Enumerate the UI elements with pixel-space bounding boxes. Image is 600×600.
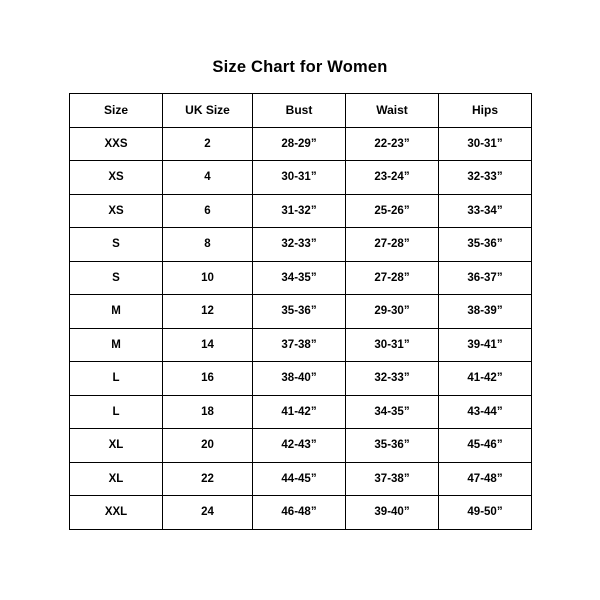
cell-bust: 41-42” bbox=[253, 395, 346, 429]
page-title: Size Chart for Women bbox=[212, 58, 388, 76]
size-chart-table bbox=[69, 93, 532, 530]
column-header-size: Size bbox=[70, 94, 163, 128]
cell-bust: 44-45” bbox=[253, 462, 346, 496]
column-header-hips: Hips bbox=[439, 94, 532, 128]
table-body bbox=[70, 127, 532, 529]
cell-bust: 28-29” bbox=[253, 127, 346, 161]
size-chart-table-container bbox=[69, 93, 531, 530]
cell-size: L bbox=[70, 362, 163, 396]
cell-uk: 10 bbox=[163, 261, 253, 295]
cell-hips: 47-48” bbox=[439, 462, 532, 496]
cell-waist: 29-30” bbox=[346, 295, 439, 329]
cell-uk: 12 bbox=[163, 295, 253, 329]
cell-hips: 36-37” bbox=[439, 261, 532, 295]
cell-uk: 24 bbox=[163, 496, 253, 530]
table-row bbox=[70, 194, 532, 228]
cell-size: S bbox=[70, 261, 163, 295]
cell-bust: 32-33” bbox=[253, 228, 346, 262]
table-header-row bbox=[70, 94, 532, 128]
table-row bbox=[70, 429, 532, 463]
cell-size: M bbox=[70, 328, 163, 362]
table-row bbox=[70, 462, 532, 496]
cell-uk: 14 bbox=[163, 328, 253, 362]
column-header-bust: Bust bbox=[253, 94, 346, 128]
cell-bust: 37-38” bbox=[253, 328, 346, 362]
cell-uk: 22 bbox=[163, 462, 253, 496]
table-row bbox=[70, 395, 532, 429]
cell-uk: 18 bbox=[163, 395, 253, 429]
column-header-uk-size: UK Size bbox=[163, 94, 253, 128]
cell-hips: 49-50” bbox=[439, 496, 532, 530]
cell-bust: 42-43” bbox=[253, 429, 346, 463]
cell-waist: 34-35” bbox=[346, 395, 439, 429]
column-header-waist: Waist bbox=[346, 94, 439, 128]
cell-waist: 25-26” bbox=[346, 194, 439, 228]
table-row bbox=[70, 161, 532, 195]
cell-size: M bbox=[70, 295, 163, 329]
cell-uk: 4 bbox=[163, 161, 253, 195]
cell-size: XS bbox=[70, 161, 163, 195]
cell-bust: 30-31” bbox=[253, 161, 346, 195]
cell-hips: 45-46” bbox=[439, 429, 532, 463]
cell-bust: 38-40” bbox=[253, 362, 346, 396]
cell-hips: 39-41” bbox=[439, 328, 532, 362]
cell-size: XL bbox=[70, 462, 163, 496]
table-row bbox=[70, 295, 532, 329]
cell-size: S bbox=[70, 228, 163, 262]
table-row bbox=[70, 362, 532, 396]
cell-hips: 41-42” bbox=[439, 362, 532, 396]
cell-hips: 32-33” bbox=[439, 161, 532, 195]
cell-uk: 6 bbox=[163, 194, 253, 228]
table-row bbox=[70, 228, 532, 262]
cell-waist: 39-40” bbox=[346, 496, 439, 530]
cell-size: XXL bbox=[70, 496, 163, 530]
cell-size: XS bbox=[70, 194, 163, 228]
cell-uk: 8 bbox=[163, 228, 253, 262]
cell-uk: 20 bbox=[163, 429, 253, 463]
table-header bbox=[70, 94, 532, 128]
cell-hips: 35-36” bbox=[439, 228, 532, 262]
cell-uk: 2 bbox=[163, 127, 253, 161]
cell-waist: 23-24” bbox=[346, 161, 439, 195]
cell-waist: 35-36” bbox=[346, 429, 439, 463]
cell-waist: 32-33” bbox=[346, 362, 439, 396]
cell-size: XL bbox=[70, 429, 163, 463]
cell-bust: 31-32” bbox=[253, 194, 346, 228]
cell-waist: 22-23” bbox=[346, 127, 439, 161]
cell-bust: 35-36” bbox=[253, 295, 346, 329]
cell-size: XXS bbox=[70, 127, 163, 161]
cell-waist: 37-38” bbox=[346, 462, 439, 496]
table-row bbox=[70, 328, 532, 362]
cell-bust: 46-48” bbox=[253, 496, 346, 530]
table-row bbox=[70, 127, 532, 161]
cell-hips: 30-31” bbox=[439, 127, 532, 161]
cell-hips: 43-44” bbox=[439, 395, 532, 429]
cell-waist: 27-28” bbox=[346, 261, 439, 295]
table-row bbox=[70, 496, 532, 530]
cell-hips: 38-39” bbox=[439, 295, 532, 329]
table-row bbox=[70, 261, 532, 295]
cell-hips: 33-34” bbox=[439, 194, 532, 228]
cell-bust: 34-35” bbox=[253, 261, 346, 295]
cell-waist: 30-31” bbox=[346, 328, 439, 362]
cell-waist: 27-28” bbox=[346, 228, 439, 262]
cell-uk: 16 bbox=[163, 362, 253, 396]
cell-size: L bbox=[70, 395, 163, 429]
